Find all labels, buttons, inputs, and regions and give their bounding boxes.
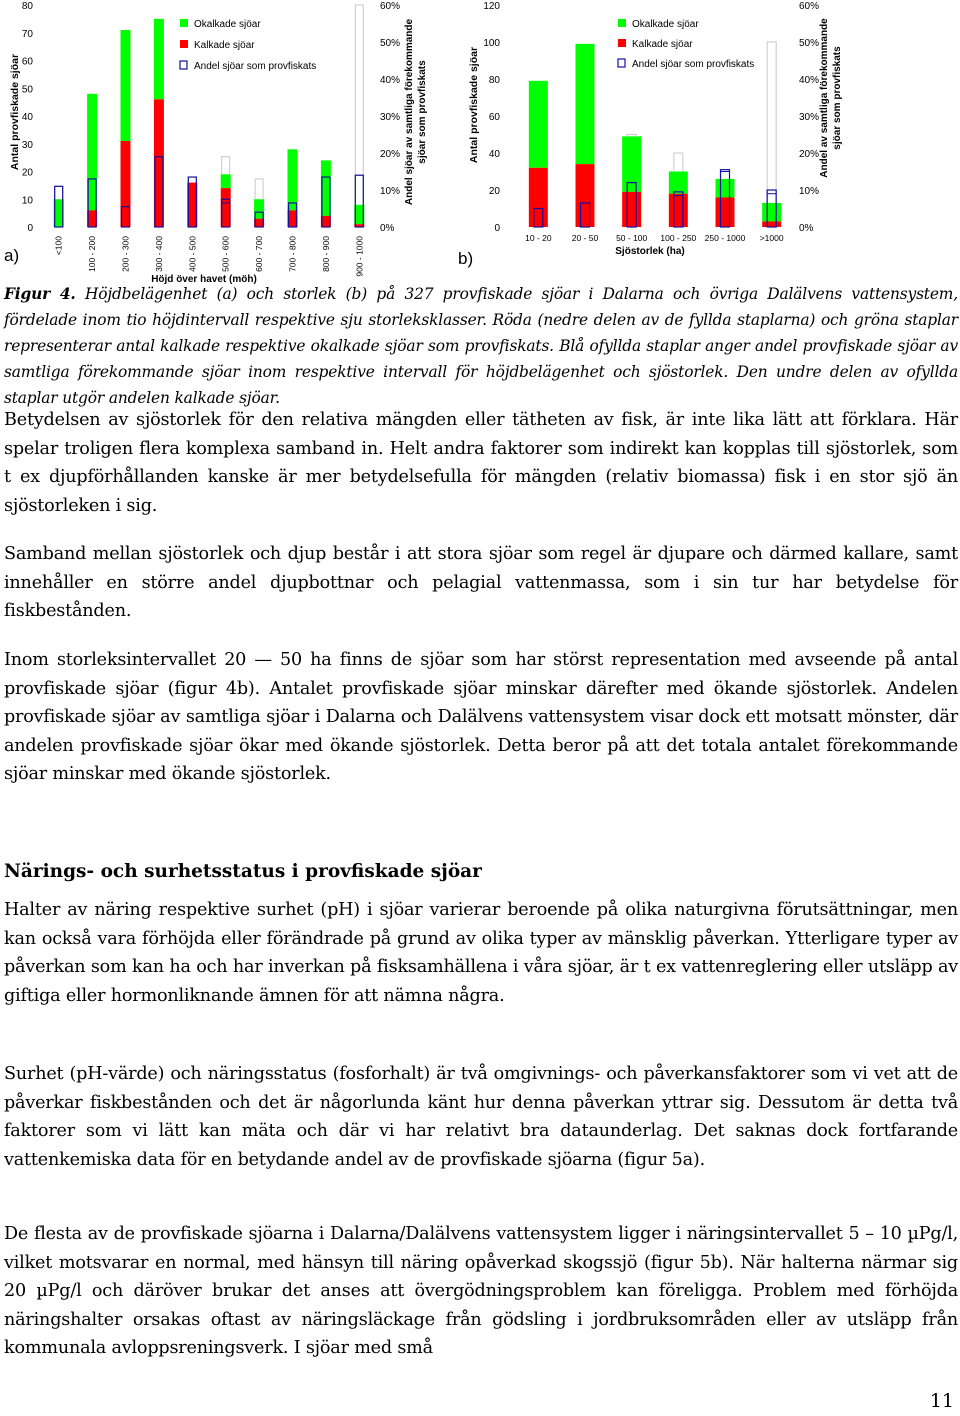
kalkade-bar [622,192,641,227]
y2-tick-label: 50% [380,38,401,49]
x-tick-label: 300 - 400 [153,236,164,272]
paragraph-4: Halter av näring respektive surhet (pH) i sjöar varierar beroende på olika naturgivna förutsättningar, men kan också vara förhöjda eller förändrade på grund av olika typer av mänsklig påverkan. Ytterligare typer av påverkan som kan ha och har inverkan på fisksamhällena i våra sjöar, är t ex vattenreglering eller utsläpp av giftiga eller hormonliknande ämnen för att nämna några. [4,900,958,1006]
x-tick-label: 900 - 1000 [354,236,365,277]
paragraph-1: Betydelsen av sjöstorlek för den relativa mängden eller tätheten av fisk, är inte lika lätt att förklara. Här spelar troligen flera komplexa samband in. Helt andra faktorer som indirekt kan kopplas till sjöstorlek, som t ex djupförhållanden kanske är mer betydelsefulla för mängden (relativ biomassa) fisk i en stor sjö än sjöstorleken i sig. [4,410,958,516]
y2-axis-title: sjöar som provfiskats [832,46,843,150]
y2-tick-label: 20% [380,149,401,160]
legend-swatch [618,19,626,27]
x-tick-label: 800 - 900 [320,236,331,272]
page-number: 11 [929,1390,954,1412]
x-tick-label: >1000 [759,233,784,243]
y2-axis-title: sjöar som provfiskats [417,60,428,164]
x-tick-label: 100 - 250 [660,233,697,243]
x-tick-label: 400 - 500 [187,236,198,272]
caption-text: Höjdbelägenhet (a) och storlek (b) på 327 provfiskade sjöar i Dalarna och övriga Dalälvens vattensystem, fördelade inom tio höjdintervall respektive sju storleksklasser. Röda (nedre delen av de fyllda staplarna) och gröna staplar representerar antal kalkade respektive okalkade sjöar som provfiskats. Blå ofyllda staplar anger andel provfiskade sjöar av samtliga förekommande sjöar inom respektive intervall för höjdbelägenhet och sjöstorlek. Den undre delen av ofyllda staplar utgör andelen kalkade sjöar. [4,285,958,407]
x-tick-label: 10 - 20 [525,233,552,243]
okalkade-bar [221,174,231,188]
kalkade-bar [529,168,548,227]
legend-swatch [180,19,188,27]
y2-tick-label: 0% [380,223,395,234]
okalkade-bar [288,149,298,210]
y-tick-label: 60 [21,56,33,68]
y2-tick-label: 20% [799,149,820,160]
x-tick-label: <100 [53,236,64,256]
okalkade-bar [622,136,641,192]
legend-label: Andel sjöar som provfiskats [194,61,317,72]
y2-tick-label: 30% [380,112,401,123]
y-tick-label: 10 [21,195,33,207]
caption-label: Figur 4. [4,285,76,303]
y-tick-label: 120 [483,1,500,12]
legend-label: Okalkade sjöar [194,19,261,30]
y-axis-title: Antal provfiskade sjöar [468,46,480,164]
y-tick-label: 50 [21,84,33,96]
legend-label: Kalkade sjöar [632,39,693,50]
share-total-bar [355,5,363,227]
okalkade-bar [716,179,735,198]
x-axis-title: Höjd över havet (möh) [151,274,257,285]
figure-caption [4,281,958,411]
kalkade-bar [762,221,781,227]
okalkade-bar [121,30,131,141]
okalkade-bar [529,81,548,168]
y2-tick-label: 10% [380,186,401,197]
legend-swatch [180,61,187,69]
chart-b-lake-size [455,0,960,300]
y2-tick-label: 50% [799,38,820,49]
chart-a-altitude [0,0,440,300]
y-tick-label: 0 [27,223,33,234]
paragraph-5: Surhet (pH-värde) och näringsstatus (fosforhalt) är två omgivnings- och påverkansfaktorer som vi vet att de påverkar fiskbestånden och det är någorlunda känt hur denna påverkan yttrar sig. Dessutom är detta två faktorer som vi lätt kan mäta och där vi har relativt bra dataunderlag. Det saknas dock fortfarande vattenkemiska data för en betydande andel av de provfiskade sjöarna (figur 5a). [4,1064,958,1170]
kalkade-bar [576,164,595,227]
x-tick-label: 100 - 200 [87,236,98,272]
y2-tick-label: 60% [380,1,401,12]
x-axis-title: Sjöstorlek (ha) [615,246,685,257]
y2-tick-label: 40% [799,75,820,86]
y-tick-label: 20 [488,186,500,197]
okalkade-bar [154,19,164,99]
y2-tick-label: 30% [799,112,820,123]
y2-tick-label: 10% [799,186,820,197]
x-tick-label: 500 - 600 [220,236,231,272]
y2-axis-title: Andel av samtliga förekommande [819,18,830,178]
y-tick-label: 0 [494,223,500,234]
y-tick-label: 60 [488,112,500,123]
paragraph-3: Inom storleksintervallet 20 — 50 ha finns de sjöar som har störst representation med avseende på antal provfiskade sjöar (figur 4b). Antalet provfiskade sjöar minskar därefter med ökande sjöstorlek. Andelen provfiskade sjöar av samtliga sjöar i Dalarna och Dalälvens vattensystem visar dock ett motsatt mönster, där andelen provfiskade sjöar ökar med ökande sjöstorlek. Detta beror på att det totala antalet förekommande sjöar minskar med ökande sjöstorlek. [4,650,958,784]
legend-label: Andel sjöar som provfiskats [632,59,755,70]
x-tick-label: 200 - 300 [120,236,131,272]
legend-swatch [618,39,626,47]
y2-tick-label: 40% [380,75,401,86]
x-tick-label: 250 - 1000 [704,233,746,243]
x-tick-label: 600 - 700 [254,236,265,272]
legend-label: Kalkade sjöar [194,40,255,51]
okalkade-bar [576,44,595,164]
x-tick-label: 700 - 800 [287,236,298,272]
legend-swatch [180,40,188,48]
okalkade-bar [762,203,781,222]
y-tick-label: 70 [21,28,33,40]
y-tick-label: 100 [483,38,500,49]
paragraph-2: Samband mellan sjöstorlek och djup består i att stora sjöar som regel är djupare och därmed kallare, samt innehåller en större andel djupbottnar och pelagial vattenmassa, som i sin tur har betydelse för fiskbestånden. [4,544,958,621]
y2-tick-label: 60% [799,1,820,12]
legend-swatch [618,59,625,67]
panel-b-tag: b) [458,249,474,268]
y-axis-title: Antal provfiskade sjöar [9,53,21,171]
y-tick-label: 20 [21,167,33,179]
y-tick-label: 40 [21,112,33,123]
kalkade-bar [669,194,688,227]
x-tick-label: 20 - 50 [571,233,599,243]
kalkade-bar [716,197,735,227]
okalkade-bar [669,172,688,194]
x-tick-label: 50 - 100 [616,233,648,243]
y-tick-label: 30 [21,139,33,151]
legend-label: Okalkade sjöar [632,19,699,30]
y-tick-label: 80 [21,1,33,12]
share-total-bar [767,42,776,227]
y2-axis-title: Andel sjöar av samtliga förekommande [404,18,415,206]
y-tick-label: 40 [488,149,500,160]
paragraph-6: De flesta av de provfiskade sjöarna i Dalarna/Dalälvens vattensystem ligger i näringsintervallet 5 – 10 µPg/l, vilket motsvarar en normal, med hänsyn till näring opåverkad skogssjö (figur 5b). När halterna närmar sig 20 µPg/l och däröver brukar det anses att övergödningsproblem kan föreligga. Problem med förhöjda näringshalter orsakas oftast av näringsläckage från gödsling i jordbruksområden eller av utsläpp från kommunala avloppsreningsverk. I sjöar med små [4,1224,958,1358]
section-heading: Närings- och surhetsstatus i provfiskade sjöar [4,861,482,882]
y-tick-label: 80 [488,75,500,86]
y2-tick-label: 0% [799,223,814,234]
panel-a-tag: a) [4,246,20,265]
